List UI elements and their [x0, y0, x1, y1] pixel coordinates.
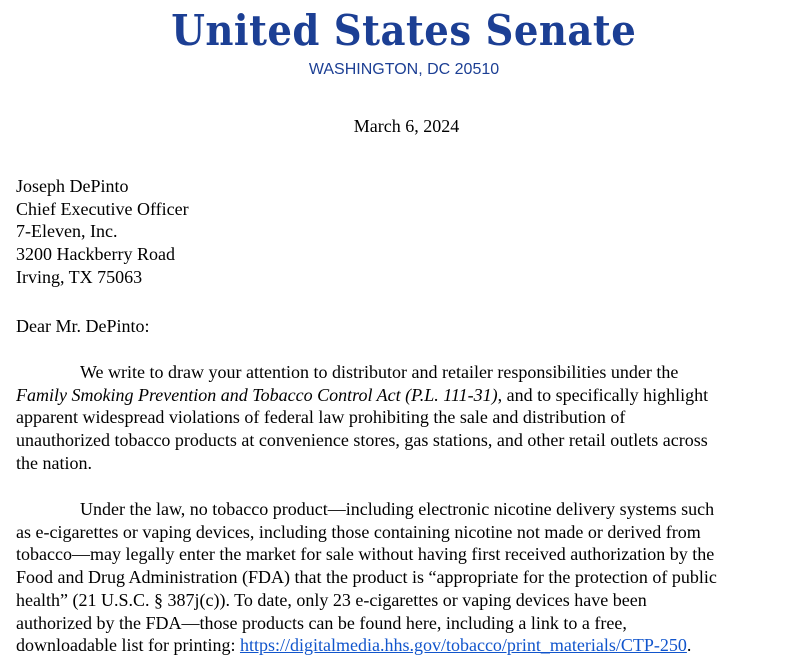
- senate-title: United States Senate: [171, 6, 637, 55]
- paragraph-line: as e-cigarettes or vaping devices, including those containing nicotine not made or derived from: [16, 521, 701, 542]
- paragraph-text: .: [686, 635, 692, 656]
- recipient-city: Irving, TX 75063: [16, 266, 143, 287]
- paragraph-1: [16, 361, 806, 475]
- paragraph-line: authorized by the FDA—those products can be found here, including a link to a free,: [16, 612, 627, 633]
- paragraph-text: downloadable list for printing:: [16, 635, 240, 656]
- senate-location: WASHINGTON, DC 20510: [308, 61, 500, 78]
- recipient-title: Chief Executive Officer: [16, 198, 189, 219]
- act-name: Family Smoking Prevention and Tobacco Control Act (P.L. 111-31): [16, 384, 498, 405]
- fda-list-link[interactable]: https://digitalmedia.hhs.gov/tobacco/print_materials/CTP-250: [239, 635, 687, 656]
- letterhead: [0, 6, 808, 80]
- paragraph-line: health” (21 U.S.C. § 387j(c)). To date, only 23 e-cigarettes or vaping devices have been: [16, 589, 647, 610]
- paragraph-line: [16, 634, 806, 657]
- letter-date: March 6, 2024: [353, 116, 460, 136]
- paragraph-line: Food and Drug Administration (FDA) that the product is “appropriate for the protection of public: [16, 567, 717, 588]
- paragraph-line: unauthorized tobacco products at convenience stores, gas stations, and other retail outlets across: [16, 430, 708, 451]
- paragraph-line: Under the law, no tobacco product—including electronic nicotine delivery systems such: [80, 499, 715, 519]
- paragraph-line: apparent widespread violations of federal law prohibiting the sale and distribution of: [16, 407, 626, 428]
- recipient-company: 7-Eleven, Inc.: [16, 221, 118, 242]
- paragraph-text: , and to specifically highlight: [497, 384, 709, 405]
- salutation: Dear Mr. DePinto:: [16, 316, 150, 336]
- paragraph-line: tobacco—may legally enter the market for sale without having first received authorization by the: [16, 544, 715, 565]
- recipient-address: [16, 175, 189, 289]
- recipient-street: 3200 Hackberry Road: [16, 244, 175, 265]
- paragraph-line: [16, 384, 806, 407]
- recipient-name: Joseph DePinto: [16, 176, 129, 196]
- paragraph-line: We write to draw your attention to distributor and retailer responsibilities under the: [80, 362, 679, 382]
- paragraph-2: [16, 498, 806, 657]
- paragraph-line: the nation.: [16, 452, 92, 473]
